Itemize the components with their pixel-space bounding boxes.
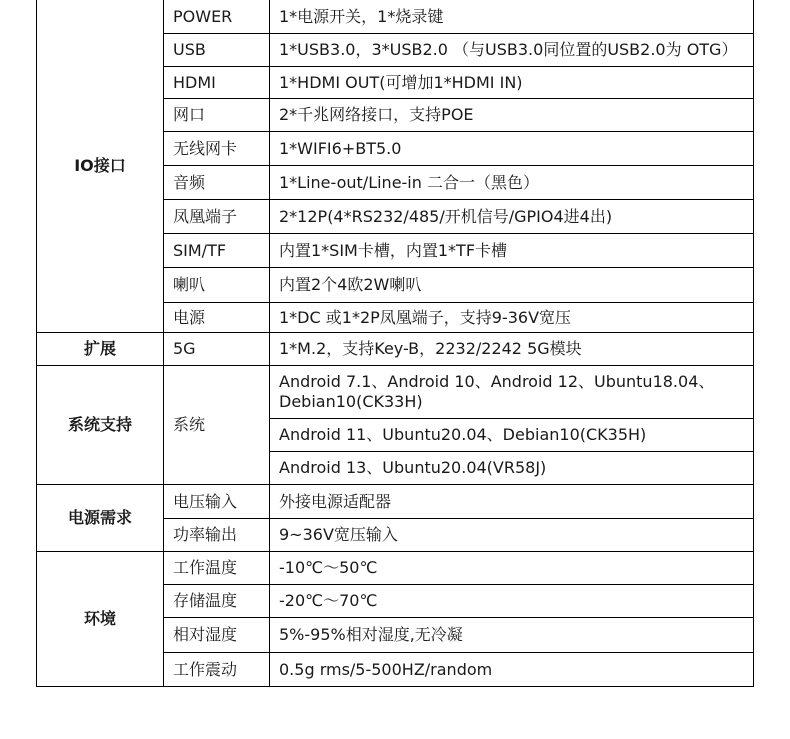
row-label: 电源: [164, 303, 270, 333]
category-power-requirements: 电源需求: [37, 485, 164, 552]
row-label: 无线网卡: [164, 132, 270, 166]
row-value: -20℃～70℃: [270, 585, 754, 618]
category-expansion: 扩展: [37, 333, 164, 366]
category-system-support: 系统支持: [37, 366, 164, 485]
row-value: 9~36V宽压输入: [270, 519, 754, 552]
row-value: 2*12P(4*RS232/485/开机信号/GPIO4进4出): [270, 200, 754, 234]
row-label: 电压输入: [164, 485, 270, 519]
row-label: 存储温度: [164, 585, 270, 618]
row-value: 1*M.2，支持Key-B，2232/2242 5G模块: [270, 333, 754, 366]
row-value: 5%-95%相对湿度,无冷凝: [270, 618, 754, 653]
table-row: [37, 485, 754, 519]
row-value: 2*千兆网络接口，支持POE: [270, 99, 754, 132]
row-value: 1*USB3.0，3*USB2.0 （与USB3.0同位置的USB2.0为 OTG）: [270, 34, 754, 67]
row-label: 喇叭: [164, 268, 270, 303]
row-value: 1*DC 或1*2P凤凰端子，支持9-36V宽压: [270, 303, 754, 333]
row-label: USB: [164, 34, 270, 67]
category-environment: 环境: [37, 552, 164, 687]
row-value: Android 13、Ubuntu20.04(VR58J): [270, 452, 754, 485]
table-row: [37, 552, 754, 585]
table-row: [37, 333, 754, 366]
row-label: 相对湿度: [164, 618, 270, 653]
row-label: 网口: [164, 99, 270, 132]
table-row: [37, 0, 754, 34]
row-value: 1*WIFI6+BT5.0: [270, 132, 754, 166]
row-label: POWER: [164, 0, 270, 34]
row-value: 1*Line-out/Line-in 二合一（黑色）: [270, 166, 754, 200]
row-value: 0.5g rms/5-500HZ/random: [270, 653, 754, 687]
row-label: 功率输出: [164, 519, 270, 552]
row-label: 凤凰端子: [164, 200, 270, 234]
row-label: 5G: [164, 333, 270, 366]
row-value: 1*电源开关，1*烧录键: [270, 0, 754, 34]
category-io: IO接口: [37, 0, 164, 333]
row-value: 内置1*SIM卡槽，内置1*TF卡槽: [270, 234, 754, 268]
spec-table: [36, 0, 754, 687]
row-value: Android 11、Ubuntu20.04、Debian10(CK35H): [270, 419, 754, 452]
row-label: 工作温度: [164, 552, 270, 585]
row-label: 工作震动: [164, 653, 270, 687]
row-value: Android 7.1、Android 10、Android 12、Ubuntu18.04、Debian10(CK33H): [270, 366, 754, 419]
row-value: 1*HDMI OUT(可增加1*HDMI IN): [270, 67, 754, 99]
row-label: HDMI: [164, 67, 270, 99]
row-value: 内置2个4欧2W喇叭: [270, 268, 754, 303]
row-label: 音频: [164, 166, 270, 200]
row-label: 系统: [164, 366, 270, 485]
row-value: 外接电源适配器: [270, 485, 754, 519]
table-row: [37, 366, 754, 419]
row-value: -10℃～50℃: [270, 552, 754, 585]
row-label: SIM/TF: [164, 234, 270, 268]
